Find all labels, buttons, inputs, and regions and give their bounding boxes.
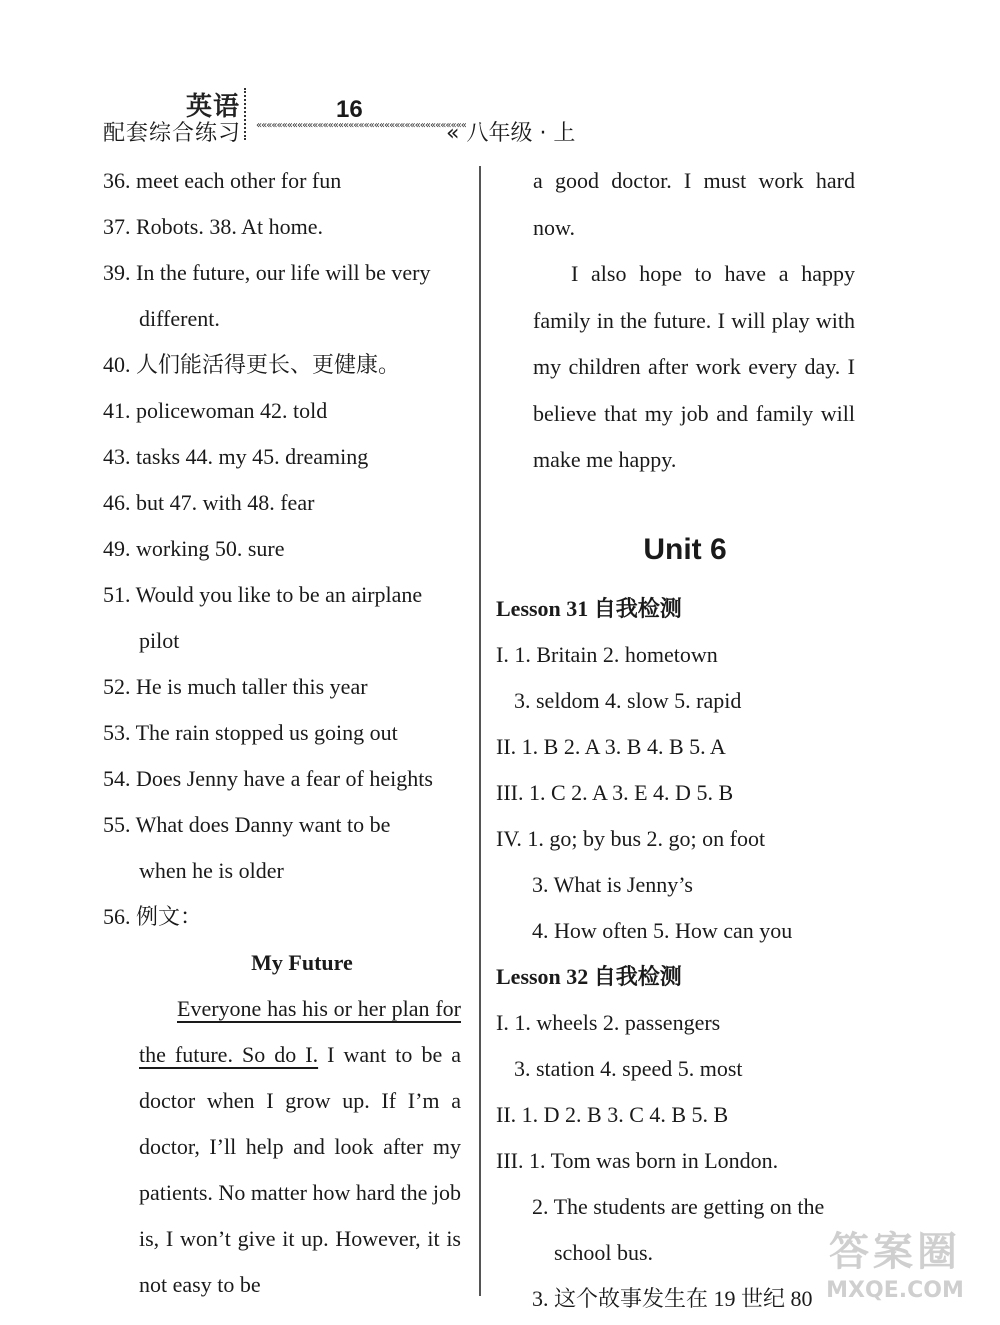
answer-line: 39. In the future, our life will be very (103, 260, 431, 285)
page-number: 16 (336, 96, 363, 123)
answer-line: III. 1. C 2. A 3. E 4. D 5. B (496, 779, 734, 805)
unit-title: Unit 6 (643, 532, 727, 566)
series-title: 配套综合练习 (103, 121, 242, 146)
watermark-logo (800, 1228, 990, 1318)
header-divider (244, 88, 246, 140)
answer-line: 3. 这个故事发生在 19 世纪 80 (532, 1285, 813, 1311)
essay-paragraph: a good doctor. I must work hard now. (533, 168, 855, 240)
answer-line: I. 1. Britain 2. hometown (496, 641, 718, 667)
answer-line: 3. What is Jenny’s (532, 871, 693, 897)
page-header (0, 0, 1000, 160)
answer-line: 55. What does Danny want to be (103, 812, 391, 837)
watermark-url: MXQE.COM (826, 1278, 964, 1303)
essay-continued (533, 158, 855, 484)
lesson-title: Lesson 31 自我检测 (496, 595, 682, 621)
answer-line: 43. tasks 44. my 45. dreaming (103, 444, 369, 469)
essay-underlined-text: Everyone has his or her plan for the future. So do I. (139, 996, 461, 1067)
answer-line: 52. He is much taller this year (103, 674, 368, 699)
answer-line: 51. Would you like to be an airplane (103, 582, 423, 607)
answer-line: 4. How often 5. How can you (532, 917, 793, 943)
answer-line: III. 1. Tom was born in London. (496, 1147, 779, 1173)
answer-line: 41. policewoman 42. told (103, 398, 328, 423)
answer-line: different. (139, 306, 220, 331)
answer-line: 2. The students are getting on the (532, 1193, 825, 1219)
answer-line: 49. working 50. sure (103, 536, 285, 561)
answer-line: 36. meet each other for fun (103, 168, 342, 193)
essay-title: My Future (251, 950, 353, 975)
answer-line: II. 1. D 2. B 3. C 4. B 5. B (496, 1101, 729, 1127)
essay-paragraph (139, 986, 461, 1308)
watermark-text: 答案圈 (829, 1229, 961, 1275)
answer-line: 56. 例文： (103, 904, 203, 929)
answer-line: 53. The rain stopped us going out (103, 720, 398, 745)
answer-line: IV. 1. go; by bus 2. go; on foot (496, 825, 766, 851)
answer-line: school bus. (554, 1239, 653, 1265)
essay-paragraph: I also hope to have a happy family in the future. I will play with my children after work every day. I believe that my job and family will make me happy. (533, 261, 855, 472)
subject-label: 英语 (186, 92, 241, 122)
right-column (496, 158, 866, 1322)
essay-body (103, 986, 461, 1308)
answer-line: I. 1. wheels 2. passengers (496, 1009, 721, 1035)
answer-line: pilot (139, 628, 180, 653)
lesson-title: Lesson 32 自我检测 (496, 963, 682, 989)
answer-line: 37. Robots. 38. At home. (103, 214, 324, 239)
answer-line: 3. station 4. speed 5. most (514, 1055, 743, 1081)
answer-line: when he is older (139, 858, 284, 883)
answer-line: 46. but 47. with 48. fear (103, 490, 315, 515)
answer-line: 54. Does Jenny have a fear of heights (103, 766, 433, 791)
left-column (103, 158, 465, 1308)
grade-label: « 八年级 · 上 (446, 121, 576, 146)
answer-line: 3. seldom 4. slow 5. rapid (514, 687, 742, 713)
answer-line: II. 1. B 2. A 3. B 4. B 5. A (496, 733, 726, 759)
essay-text: I want to be a doctor when I grow up. If I’m a doctor, I’ll help and look after my patients. No matter how hard the job is, I won’t give it up. However, it is not easy to be (139, 1042, 462, 1297)
answer-line: 40. 人们能活得更长、更健康。 (103, 352, 401, 377)
header-dots: ««««««««««««««««««««««««««««««««««««««««« (256, 120, 466, 131)
column-divider (479, 166, 481, 1296)
